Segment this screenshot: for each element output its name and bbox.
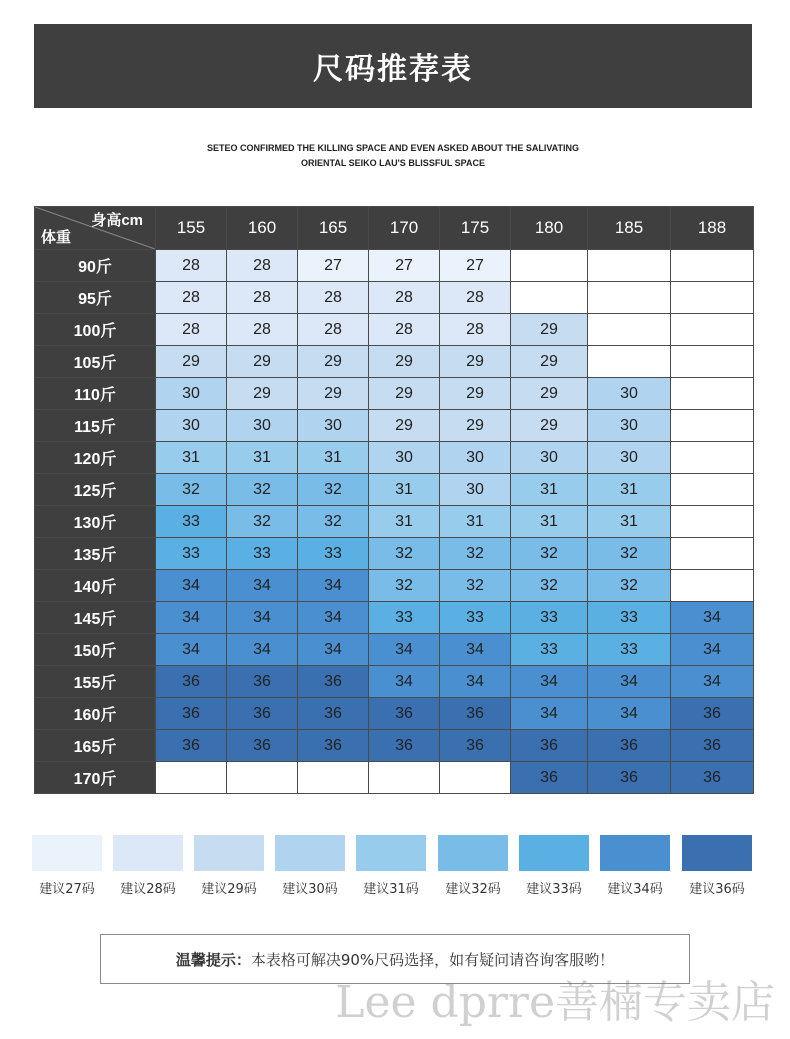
table-body [35, 250, 754, 794]
table-row [35, 314, 754, 346]
weight-label-cell: 95斤 [35, 282, 156, 314]
table-row [35, 378, 754, 410]
table-row [35, 730, 754, 762]
size-cell: 31 [369, 506, 440, 538]
height-header-cell: 170 [369, 207, 440, 250]
table-row [35, 602, 754, 634]
size-cell: 31 [511, 474, 588, 506]
legend-swatch [438, 835, 508, 871]
size-cell: 34 [588, 698, 671, 730]
store-watermark: Lee dprre善楠专卖店 [335, 977, 775, 1028]
size-cell: 32 [298, 474, 369, 506]
legend-swatch [682, 835, 752, 871]
size-cell [156, 762, 227, 794]
legend-item [194, 835, 264, 897]
size-cell: 34 [671, 634, 754, 666]
size-cell: 36 [671, 762, 754, 794]
size-cell: 34 [440, 666, 511, 698]
legend-label: 建议32码 [445, 882, 501, 897]
size-cell: 29 [156, 346, 227, 378]
size-cell: 32 [369, 570, 440, 602]
size-cell: 29 [369, 410, 440, 442]
size-cell: 29 [369, 378, 440, 410]
size-cell [298, 762, 369, 794]
legend-item [519, 835, 589, 897]
legend-item [682, 835, 752, 897]
table-row [35, 442, 754, 474]
weight-label-cell: 170斤 [35, 762, 156, 794]
size-cell [511, 282, 588, 314]
legend-item [600, 835, 670, 897]
legend-swatch [600, 835, 670, 871]
size-color-legend [32, 835, 754, 899]
weight-label-cell: 105斤 [35, 346, 156, 378]
size-cell: 36 [369, 698, 440, 730]
weight-axis-label: 体重 [41, 229, 72, 246]
size-cell [671, 282, 754, 314]
height-header-cell: 160 [227, 207, 298, 250]
size-cell: 34 [369, 666, 440, 698]
weight-label-cell: 160斤 [35, 698, 156, 730]
size-cell [671, 410, 754, 442]
tip-label: 温馨提示： [175, 950, 251, 969]
size-cell: 34 [369, 634, 440, 666]
size-cell [588, 314, 671, 346]
size-cell: 31 [588, 506, 671, 538]
legend-item [113, 835, 183, 897]
weight-label-cell: 125斤 [35, 474, 156, 506]
size-cell [671, 538, 754, 570]
size-cell: 29 [511, 378, 588, 410]
size-cell [588, 250, 671, 282]
table-row [35, 250, 754, 282]
size-cell: 32 [369, 538, 440, 570]
size-cell: 29 [227, 378, 298, 410]
legend-label: 建议34码 [607, 882, 663, 897]
size-cell: 33 [227, 538, 298, 570]
size-cell: 34 [156, 634, 227, 666]
size-cell: 30 [511, 442, 588, 474]
size-cell: 30 [588, 442, 671, 474]
weight-label-cell: 110斤 [35, 378, 156, 410]
size-cell: 28 [156, 314, 227, 346]
table-corner-cell [35, 207, 156, 250]
size-cell: 29 [227, 346, 298, 378]
size-cell: 34 [227, 634, 298, 666]
size-cell [588, 282, 671, 314]
size-cell: 28 [369, 314, 440, 346]
size-cell: 36 [227, 698, 298, 730]
size-cell: 33 [156, 538, 227, 570]
size-cell: 30 [588, 410, 671, 442]
size-cell: 36 [156, 698, 227, 730]
size-cell: 29 [298, 378, 369, 410]
size-cell: 30 [156, 378, 227, 410]
legend-item [275, 835, 345, 897]
legend-label: 建议29码 [201, 882, 257, 897]
size-cell: 36 [298, 730, 369, 762]
legend-label: 建议30码 [282, 882, 338, 897]
size-cell [511, 250, 588, 282]
size-cell: 30 [588, 378, 671, 410]
size-cell: 28 [156, 250, 227, 282]
size-cell: 33 [588, 602, 671, 634]
size-cell [440, 762, 511, 794]
size-cell: 29 [298, 346, 369, 378]
size-cell: 32 [511, 570, 588, 602]
size-cell: 36 [440, 698, 511, 730]
size-cell: 30 [440, 442, 511, 474]
legend-label: 建议33码 [526, 882, 582, 897]
size-cell: 28 [227, 314, 298, 346]
table-row [35, 634, 754, 666]
size-cell: 36 [227, 730, 298, 762]
legend-swatch [275, 835, 345, 871]
size-cell: 28 [156, 282, 227, 314]
size-cell [671, 314, 754, 346]
size-cell: 34 [298, 634, 369, 666]
size-cell: 29 [369, 346, 440, 378]
table-row [35, 506, 754, 538]
size-cell: 28 [298, 282, 369, 314]
size-cell: 29 [511, 314, 588, 346]
size-cell: 31 [227, 442, 298, 474]
table-row [35, 570, 754, 602]
size-cell: 28 [227, 282, 298, 314]
size-cell: 33 [511, 602, 588, 634]
size-cell: 34 [511, 666, 588, 698]
legend-item [32, 835, 102, 897]
size-cell: 34 [588, 666, 671, 698]
size-cell [671, 570, 754, 602]
size-cell: 32 [511, 538, 588, 570]
legend-swatch [32, 835, 102, 871]
weight-label-cell: 155斤 [35, 666, 156, 698]
size-cell: 29 [440, 346, 511, 378]
table-row [35, 474, 754, 506]
weight-label-cell: 120斤 [35, 442, 156, 474]
size-cell: 36 [511, 730, 588, 762]
size-cell: 31 [298, 442, 369, 474]
legend-swatch [113, 835, 183, 871]
size-cell: 32 [588, 538, 671, 570]
legend-label: 建议31码 [363, 882, 419, 897]
table-row [35, 346, 754, 378]
size-cell: 29 [511, 410, 588, 442]
size-cell: 31 [156, 442, 227, 474]
size-cell: 33 [511, 634, 588, 666]
size-cell: 36 [588, 762, 671, 794]
weight-label-cell: 140斤 [35, 570, 156, 602]
subtitle-line-1: SETEO CONFIRMED THE KILLING SPACE AND EVEN ASKED ABOUT THE SALIVATING [206, 143, 579, 153]
weight-label-cell: 165斤 [35, 730, 156, 762]
legend-item [356, 835, 426, 897]
size-cell: 36 [671, 698, 754, 730]
size-cell: 30 [440, 474, 511, 506]
size-cell: 28 [369, 282, 440, 314]
table-row [35, 538, 754, 570]
table-header-row [35, 207, 754, 250]
weight-label-cell: 145斤 [35, 602, 156, 634]
table-row [35, 666, 754, 698]
size-cell: 32 [298, 506, 369, 538]
size-cell: 30 [227, 410, 298, 442]
size-cell: 30 [369, 442, 440, 474]
size-cell: 32 [588, 570, 671, 602]
legend-label: 建议27码 [39, 882, 95, 897]
height-header-cell: 180 [511, 207, 588, 250]
size-cell: 30 [156, 410, 227, 442]
size-cell: 31 [440, 506, 511, 538]
weight-label-cell: 135斤 [35, 538, 156, 570]
size-chart-table [34, 206, 754, 794]
subtitle [34, 141, 752, 171]
height-header-cell: 175 [440, 207, 511, 250]
size-cell: 36 [156, 666, 227, 698]
weight-label-cell: 115斤 [35, 410, 156, 442]
tip-text: 本表格可解决90%尺码选择，如有疑问请咨询客服哟！ [250, 950, 615, 969]
weight-label-cell: 100斤 [35, 314, 156, 346]
size-cell: 32 [227, 506, 298, 538]
table-row [35, 282, 754, 314]
size-cell: 29 [440, 378, 511, 410]
size-cell: 29 [511, 346, 588, 378]
size-cell: 36 [298, 698, 369, 730]
size-cell: 27 [440, 250, 511, 282]
size-cell: 34 [298, 570, 369, 602]
size-cell: 34 [227, 602, 298, 634]
weight-label-cell: 90斤 [35, 250, 156, 282]
size-cell: 30 [298, 410, 369, 442]
size-cell: 34 [440, 634, 511, 666]
legend-label: 建议28码 [120, 882, 176, 897]
size-cell: 28 [440, 282, 511, 314]
size-cell: 33 [369, 602, 440, 634]
size-cell: 36 [369, 730, 440, 762]
weight-label-cell: 130斤 [35, 506, 156, 538]
size-cell [671, 506, 754, 538]
size-cell [369, 762, 440, 794]
size-cell [227, 762, 298, 794]
size-cell: 27 [369, 250, 440, 282]
height-header-cell: 185 [588, 207, 671, 250]
size-cell: 32 [156, 474, 227, 506]
subtitle-line-2: ORIENTAL SEIKO LAU'S BLISSFUL SPACE [301, 158, 485, 168]
legend-label: 建议36码 [689, 882, 745, 897]
size-cell [671, 346, 754, 378]
size-cell: 34 [156, 602, 227, 634]
legend-swatch [356, 835, 426, 871]
size-cell: 32 [440, 570, 511, 602]
size-cell [671, 378, 754, 410]
size-cell: 28 [298, 314, 369, 346]
size-cell: 31 [369, 474, 440, 506]
size-cell [671, 442, 754, 474]
size-cell: 34 [671, 666, 754, 698]
size-cell: 33 [298, 538, 369, 570]
weight-label-cell: 150斤 [35, 634, 156, 666]
legend-item [438, 835, 508, 897]
size-cell [671, 250, 754, 282]
legend-swatch [194, 835, 264, 871]
size-cell: 34 [227, 570, 298, 602]
size-cell: 29 [440, 410, 511, 442]
size-cell: 36 [588, 730, 671, 762]
size-cell: 34 [511, 698, 588, 730]
size-cell: 28 [440, 314, 511, 346]
height-header-cell: 155 [156, 207, 227, 250]
legend-swatch [519, 835, 589, 871]
size-cell: 36 [440, 730, 511, 762]
size-cell: 36 [227, 666, 298, 698]
size-cell: 27 [298, 250, 369, 282]
table-row [35, 762, 754, 794]
page-title: 尺码推荐表 [34, 24, 752, 108]
height-header-cell: 188 [671, 207, 754, 250]
size-cell: 36 [298, 666, 369, 698]
size-cell: 36 [511, 762, 588, 794]
height-axis-label: 身高cm [91, 212, 143, 229]
size-cell: 34 [156, 570, 227, 602]
size-cell: 33 [156, 506, 227, 538]
size-cell: 34 [298, 602, 369, 634]
table-row [35, 698, 754, 730]
size-cell: 33 [440, 602, 511, 634]
size-cell [671, 474, 754, 506]
height-header-cell: 165 [298, 207, 369, 250]
size-cell: 28 [227, 250, 298, 282]
size-cell [588, 346, 671, 378]
size-cell: 32 [440, 538, 511, 570]
size-cell: 31 [588, 474, 671, 506]
size-cell: 31 [511, 506, 588, 538]
table-row [35, 410, 754, 442]
size-cell: 36 [671, 730, 754, 762]
size-cell: 33 [588, 634, 671, 666]
size-cell: 36 [156, 730, 227, 762]
size-cell: 32 [227, 474, 298, 506]
size-cell: 34 [671, 602, 754, 634]
